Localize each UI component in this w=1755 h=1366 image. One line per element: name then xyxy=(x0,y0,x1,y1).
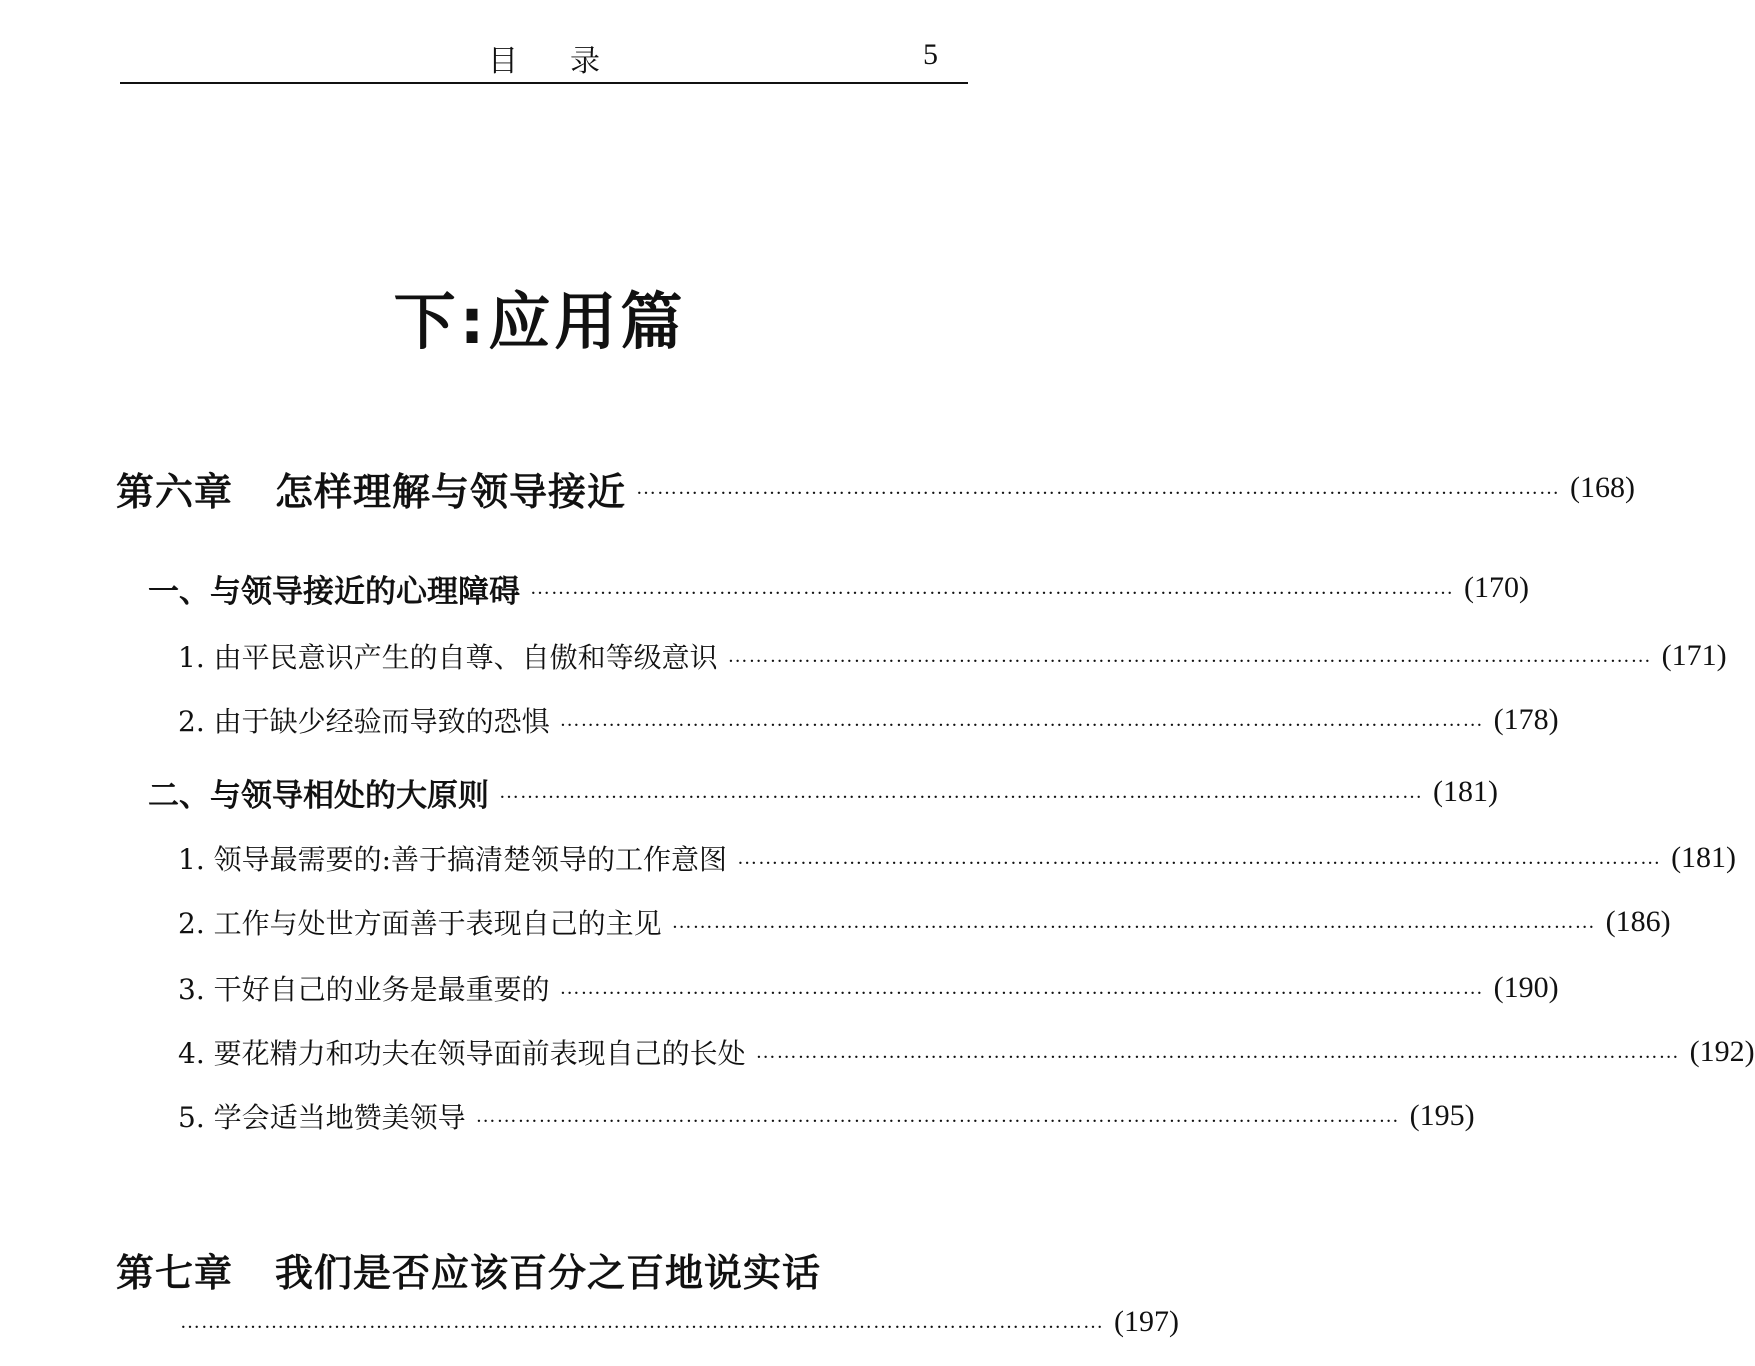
section-title: 二、与领导相处的大原则 xyxy=(148,777,489,814)
page-number: (171) xyxy=(1661,639,1727,672)
leader-dots: …………………………………………………………………………………………………………………… xyxy=(727,644,1652,667)
toc-item[interactable] xyxy=(178,836,1737,880)
leader-dots: …………………………………………………………………………………………………………………… xyxy=(530,576,1454,599)
toc-item[interactable] xyxy=(178,1094,1475,1138)
page-number: (192) xyxy=(1689,1035,1755,1068)
toc-section[interactable] xyxy=(148,768,1498,816)
chapter-title: 怎样理解与领导接近 xyxy=(275,468,627,514)
leader-dots: …………………………………………………………………………………………………………………… xyxy=(671,910,1596,933)
toc-item[interactable] xyxy=(178,966,1559,1010)
item-title: 1. 由平民意识产生的自尊、自傲和等级意识 xyxy=(178,641,718,674)
header-title: 目录 xyxy=(488,44,652,79)
item-title: 1. 领导最需要的:善于搞清楚领导的工作意图 xyxy=(178,843,728,876)
part-title: 下:应用篇 xyxy=(393,285,687,358)
running-header xyxy=(120,30,968,84)
page-number: (190) xyxy=(1493,971,1559,1004)
page-number: (170) xyxy=(1464,571,1529,604)
item-title: 3. 干好自己的业务是最重要的 xyxy=(178,973,550,1006)
page-number: (197) xyxy=(1114,1305,1179,1338)
leader-dots: …………………………………………………………………………………………………………………… xyxy=(180,1310,1104,1333)
leader-dots: …………………………………………………………………………………………………………………… xyxy=(475,1104,1400,1127)
leader-dots: …………………………………………………………………………………………………………………… xyxy=(559,708,1484,731)
header-page-number: 5 xyxy=(923,38,938,71)
toc-item[interactable] xyxy=(178,900,1671,944)
chapter-heading xyxy=(116,461,626,516)
page-number: (178) xyxy=(1493,703,1559,736)
toc-chapter-7-page-line[interactable] xyxy=(180,1300,1179,1344)
chapter-number: 第七章 xyxy=(116,1250,234,1295)
page-number: (186) xyxy=(1605,905,1671,938)
page-number: (181) xyxy=(1433,775,1498,808)
chapter-title: 我们是否应该百分之百地说实话 xyxy=(275,1250,822,1295)
toc-chapter-7-heading[interactable] xyxy=(116,1242,821,1297)
toc-item[interactable] xyxy=(178,698,1559,742)
page-number: (181) xyxy=(1671,841,1737,874)
toc-section[interactable] xyxy=(148,564,1529,612)
toc-item[interactable] xyxy=(178,634,1727,678)
section-title: 一、与领导接近的心理障碍 xyxy=(148,573,520,610)
leader-dots: …………………………………………………………………………………………………………………… xyxy=(559,976,1484,999)
leader-dots: …………………………………………………………………………………………………………………… xyxy=(755,1040,1680,1063)
chapter-number: 第六章 xyxy=(116,468,234,514)
leader-dots: …………………………………………………………………………………………………………………… xyxy=(636,476,1561,499)
page-number: (168) xyxy=(1570,471,1636,504)
item-title: 4. 要花精力和功夫在领导面前表现自己的长处 xyxy=(178,1037,746,1070)
toc-chapter-6[interactable] xyxy=(116,460,1636,516)
page-number: (195) xyxy=(1409,1099,1475,1132)
item-title: 2. 由于缺少经验而导致的恐惧 xyxy=(178,705,550,738)
item-title: 2. 工作与处世方面善于表现自己的主见 xyxy=(178,907,662,940)
toc-item[interactable] xyxy=(178,1030,1755,1074)
leader-dots: …………………………………………………………………………………………………………………… xyxy=(499,780,1423,803)
item-title: 5. 学会适当地赞美领导 xyxy=(178,1101,466,1134)
leader-dots: …………………………………………………………………………………………………………………… xyxy=(737,846,1662,869)
